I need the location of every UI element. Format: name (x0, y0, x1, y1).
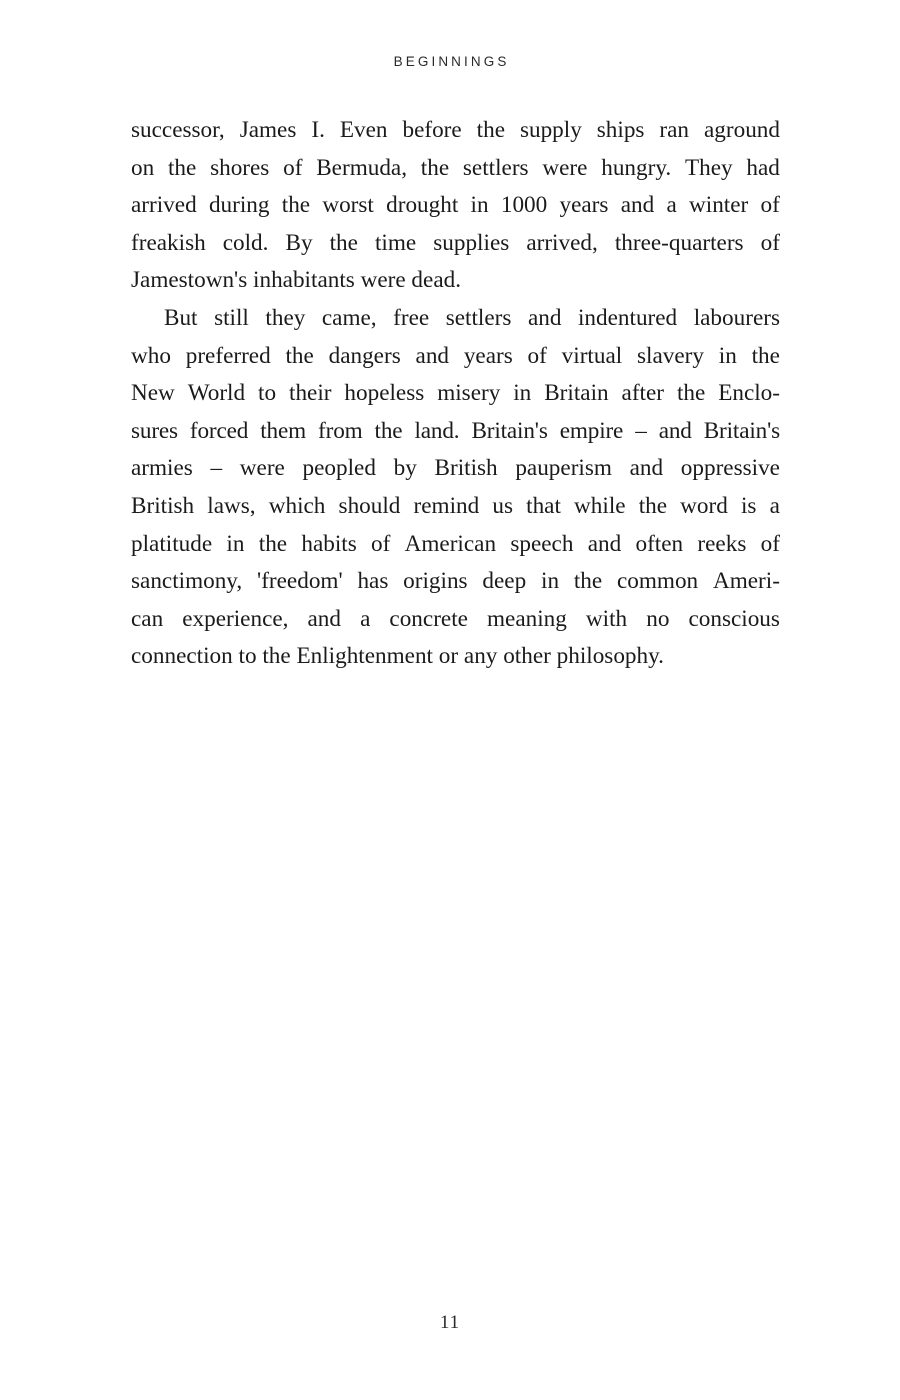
word: the (638, 492, 668, 519)
word: of (760, 530, 780, 557)
word: But (164, 304, 198, 331)
word: from (318, 417, 363, 444)
word: had (746, 154, 780, 181)
word: meaning (487, 605, 567, 632)
page-number: 11 (439, 1312, 461, 1333)
word: were (542, 154, 588, 181)
running-head: BEGINNINGS (393, 54, 510, 69)
word: 1000 (500, 192, 548, 219)
word: and (415, 342, 450, 369)
word: Britain (544, 380, 609, 407)
word: American (404, 530, 497, 557)
word: freakish (131, 229, 206, 256)
word: of (527, 342, 547, 369)
word: on (131, 154, 155, 181)
word: free (393, 304, 430, 331)
word: of (283, 154, 303, 181)
word: time (374, 229, 417, 256)
word: I. (311, 117, 325, 143)
word: winter (689, 192, 749, 219)
word: New (131, 380, 175, 407)
word: us (492, 492, 513, 519)
word: aground (704, 117, 780, 143)
word: laws, (207, 492, 256, 519)
word: concrete (389, 605, 468, 632)
word: often (635, 530, 684, 557)
word: in (513, 380, 532, 407)
word: should (338, 492, 401, 519)
word: 'freedom' (257, 568, 343, 595)
text-line (131, 187, 780, 225)
word: Ameri- (712, 568, 780, 595)
word: in (226, 530, 245, 557)
word: during (208, 192, 270, 219)
word: common (617, 568, 699, 595)
word: indentured (577, 304, 678, 331)
word: hopeless (344, 380, 425, 407)
word: a (360, 605, 371, 632)
word: years (559, 192, 609, 219)
word: ships (596, 117, 645, 143)
text-line (164, 300, 780, 338)
text-line (131, 601, 780, 639)
word: the (285, 342, 314, 369)
word: Enclo- (718, 380, 780, 407)
word: sures (131, 417, 178, 444)
word: deep (482, 568, 527, 595)
word: sanctimony, (131, 568, 243, 595)
word: successor, (131, 117, 225, 143)
text-line (131, 225, 780, 263)
word: a (769, 492, 780, 519)
paragraph (131, 300, 780, 676)
word: came, (321, 304, 377, 331)
word: arrived (131, 192, 197, 219)
word: – (210, 455, 223, 482)
word: of (760, 192, 780, 219)
word: habits (301, 530, 357, 557)
word: worst (322, 192, 374, 219)
word: word (680, 492, 728, 519)
word: who (131, 342, 171, 369)
word: the (476, 117, 505, 143)
word: the (374, 417, 403, 444)
word: shores (210, 154, 270, 181)
text-line (131, 488, 780, 526)
word: settlers (462, 154, 529, 181)
word: in (541, 568, 560, 595)
word: British (434, 455, 498, 482)
word: which (268, 492, 326, 519)
word: preferred (185, 342, 271, 369)
word: hungry. (601, 154, 672, 181)
word: conscious (688, 605, 780, 632)
text-line (131, 375, 780, 413)
word: the (281, 192, 311, 219)
word: pauperism (515, 455, 612, 482)
word: and (527, 304, 562, 331)
word: and (587, 530, 622, 557)
word: the (573, 568, 603, 595)
word: speech (510, 530, 574, 557)
word: misery (437, 380, 501, 407)
word: slavery (637, 342, 704, 369)
word: Jamestown's inhabitants were dead. (131, 267, 462, 294)
word: Bermuda, (316, 154, 408, 181)
text-line (131, 150, 780, 188)
text-line (131, 112, 780, 150)
word: them (260, 417, 307, 444)
word: the (329, 229, 358, 256)
word: the (676, 380, 706, 407)
word: the (167, 154, 197, 181)
word: drought (386, 192, 459, 219)
text-line (131, 526, 780, 564)
word: ran (659, 117, 690, 143)
word: British (131, 492, 195, 519)
text-line (131, 563, 780, 601)
word: empire (559, 417, 624, 444)
word: of (371, 530, 391, 557)
word: Britain's (703, 417, 780, 444)
word: land. (414, 417, 460, 444)
word: their (289, 380, 332, 407)
word: virtual (561, 342, 623, 369)
word: in (718, 342, 737, 369)
word: they (265, 304, 306, 331)
word: reeks (697, 530, 747, 557)
word: still (214, 304, 249, 331)
word: arrived, (526, 229, 598, 256)
word: origins (403, 568, 468, 595)
word: that (526, 492, 561, 519)
word: and (629, 455, 664, 482)
word: labourers (693, 304, 780, 331)
word: Britain's (471, 417, 548, 444)
word: platitude (131, 530, 213, 557)
word: – (635, 417, 647, 444)
text-line (131, 413, 780, 451)
word: and (307, 605, 341, 632)
word: and (620, 192, 655, 219)
word: were (239, 455, 285, 482)
word: years (463, 342, 513, 369)
word: settlers (445, 304, 512, 331)
word: after (621, 380, 665, 407)
word: They (684, 154, 733, 181)
word: the (751, 342, 780, 369)
word: oppressive (680, 455, 780, 482)
word: Even (339, 117, 388, 143)
word: armies (131, 455, 193, 482)
word: can (131, 605, 164, 632)
word: supplies (433, 229, 510, 256)
word: peopled (302, 455, 376, 482)
word: By (285, 229, 313, 256)
word: James (239, 117, 297, 143)
word: to (258, 380, 277, 407)
word: is (740, 492, 757, 519)
text-line (131, 338, 780, 376)
word: experience, (182, 605, 289, 632)
word: while (574, 492, 626, 519)
word: has (357, 568, 389, 595)
word: remind (413, 492, 480, 519)
word: by (393, 455, 417, 482)
word: the (420, 154, 450, 181)
word: cold. (222, 229, 269, 256)
body-text-block (131, 112, 780, 676)
word: before (402, 117, 462, 143)
word: with (585, 605, 628, 632)
paragraph (131, 112, 780, 300)
word: supply (519, 117, 582, 143)
word: a (666, 192, 677, 219)
word: three-quarters (614, 229, 744, 256)
word: of (760, 229, 780, 256)
word: connection to the Enlightenment or any other philosophy. (131, 643, 664, 670)
text-line (131, 262, 780, 300)
word: no (646, 605, 670, 632)
text-line (131, 638, 780, 676)
word: dangers (328, 342, 401, 369)
word: and (658, 417, 692, 444)
text-line (131, 450, 780, 488)
word: the (258, 530, 288, 557)
word: World (187, 380, 246, 407)
word: in (470, 192, 489, 219)
word: forced (189, 417, 249, 444)
